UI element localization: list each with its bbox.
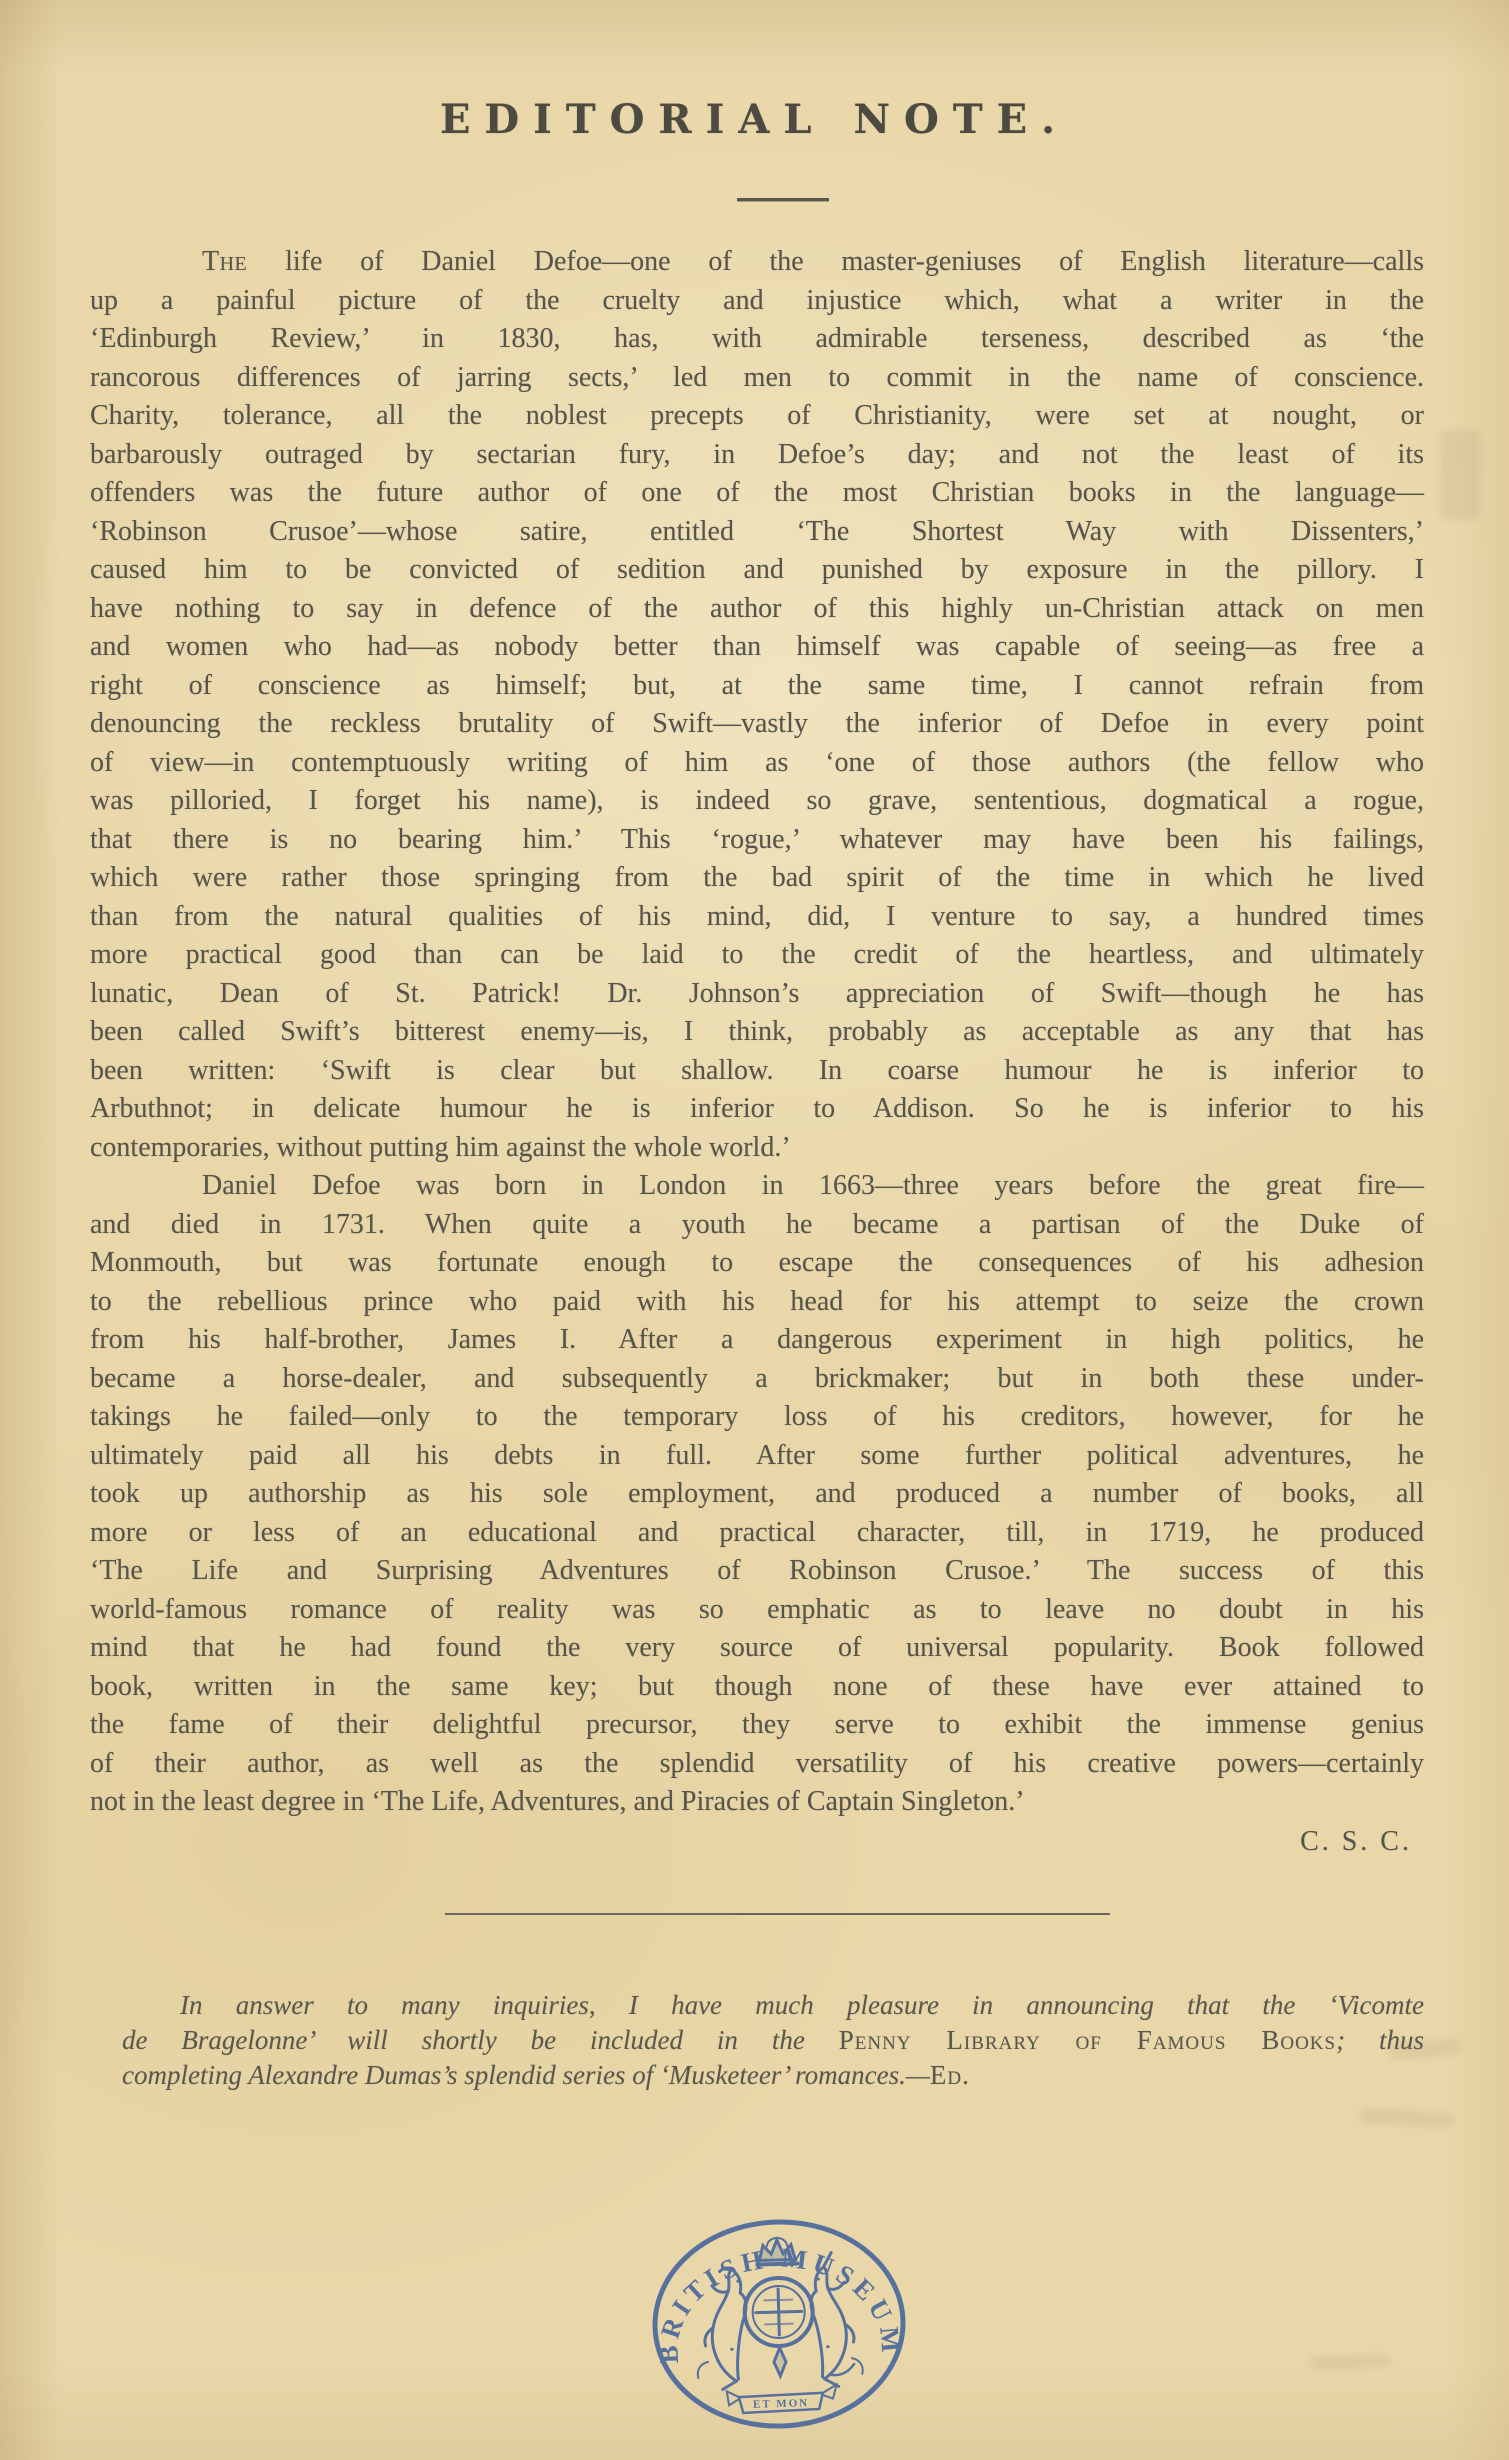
text-line: more or less of an educational and practical character, till, in 1719, he produced [90,1516,1424,1548]
text-line: been written: ‘Swift is clear but shallow. In coarse humour he is inferior to [90,1054,1424,1086]
text-line: Monmouth, but was fortunate enough to escape the consequences of his adhesion [90,1247,1424,1278]
stamp-arc-text: BRITISH MUSEUM [653,2242,907,2364]
text-line: became a horse-dealer, and subsequently a brickmaker; but in both these under- [90,1362,1424,1394]
text-line: world-famous romance of reality was so emphatic as to leave no doubt in his [90,1593,1424,1625]
title-divider-rule [737,198,829,202]
text-line: than from the natural qualities of his mind, did, I venture to say, a hundred times [90,900,1424,932]
text-line [90,243,1424,282]
editor-initials: C. S. C. [1300,1825,1412,1857]
text-line: been called Swift’s bitterest enemy—is, I think, probably as acceptable as any that has [90,1016,1424,1047]
paragraph-defoe-biography [90,1167,1424,1822]
text-line: the fame of their delightful precursor, they serve to exhibit the immense genius [90,1709,1424,1740]
first-line-rest: life of Daniel Defoe—one of the master-geniuses of English literature—calls [247,246,1424,277]
note-line [122,2023,1424,2058]
note-line: In answer to many inquiries, I have much pleasure in announcing that the ‘Vicomte [180,1990,1424,2020]
text-line: not in the least degree in ‘The Life, Adventures, and Piracies of Captain Singleton.’ [90,1786,1025,1817]
text-line: mind that he had found the very source of universal popularity. Book followed [90,1632,1424,1663]
text-line: took up authorship as his sole employment, and produced a number of books, all [90,1478,1424,1509]
text-line: takings he failed—only to the temporary loss of his creditors, however, for he [90,1401,1424,1432]
show-through-smudge [1360,2108,1456,2129]
text-line: ‘The Life and Surprising Adventures of Robinson Crusoe.’ The success of this [90,1555,1424,1586]
text-line: from his half-brother, James I. After a dangerous experiment in high politics, he [90,1324,1424,1355]
text-line: Arbuthnot; in delicate humour he is inferior to Addison. So he is inferior to his [90,1093,1424,1124]
section-divider-rule [445,1913,1110,1915]
show-through-smudge [1389,2038,1460,2061]
text-line: ultimately paid all his debts in full. After some further political adventures, he [90,1439,1424,1471]
text-line: which were rather those springing from the bad spirit of the time in which he lived [90,862,1424,893]
text-line: contemporaries, without putting him against the whole world.’ [90,1131,791,1163]
note-text: ; thus [1336,2025,1425,2055]
text-line: was pilloried, I forget his name), is indeed so grave, sententious, dogmatical a rogue, [90,785,1424,816]
british-museum-stamp [640,2204,918,2443]
text-line: Charity, tolerance, all the noblest precepts of Christianity, were set at nought, or [90,400,1424,431]
text-line: of their author, as well as the splendid versatility of his creative powers—certainly [90,1747,1424,1779]
note-text: de Bragelonne’ will shortly be included in the [122,2025,839,2055]
show-through-smudge [1310,2354,1390,2371]
text-line: barbarously outraged by sectarian fury, in Defoe’s day; and not the least of its [90,438,1424,470]
text-line: ‘Robinson Crusoe’—whose satire, entitled ‘The Shortest Way with Dissenters,’ [90,515,1424,547]
text-line: of view—in contemptuously writing of him as ‘one of those authors (the fellow who [90,746,1424,778]
editor-announcement-note [122,1988,1424,2093]
text-line: Daniel Defoe was born in London in 1663—three years before the great fire— [202,1170,1424,1201]
paragraph-defoe-swift [90,243,1424,1167]
text-line: caused him to be convicted of sedition and punished by exposure in the pillory. I [90,554,1424,585]
text-line: offenders was the future author of one of the most Christian books in the language— [90,477,1424,508]
page-title: EDITORIAL NOTE. [439,96,1070,143]
text-line: book, written in the same key; but though none of these have ever attained to [90,1670,1424,1702]
series-name-smallcaps: Penny Library of Famous Books [838,2025,1337,2055]
note-line [122,2058,1424,2093]
text-line: more practical good than can be laid to the credit of the heartless, and ultimately [90,939,1424,970]
text-line: have nothing to say in defence of the author of this highly un-Christian attack on men [90,592,1424,624]
garter-shield [744,2277,815,2377]
text-line: ‘Edinburgh Review,’ in 1830, has, with admirable terseness, described as ‘the [90,323,1424,354]
text-line: rancorous differences of jarring sects,’ led men to commit in the name of conscience. [90,361,1424,393]
lead-word-smallcaps: The [202,246,248,277]
stamp-banner-text: ET MON [752,2397,810,2411]
body-text [90,243,1424,1861]
text-line: right of conscience as himself; but, at the same time, I cannot refrain from [90,669,1424,701]
show-through-smudge [1440,430,1480,520]
text-line: denouncing the reckless brutality of Swift—vastly the inferior of Defoe in every point [90,708,1424,739]
text-line: and women who had—as nobody better than himself was capable of seeing—as free a [90,631,1424,662]
note-text: completing Alexandre Dumas’s splendid series of ‘Musketeer’ romances.— [122,2060,930,2090]
text-line: that there is no bearing him.’ This ‘rogue,’ whatever may have been his failings, [90,823,1424,855]
editor-abbrev-smallcaps: Ed. [929,2060,970,2090]
text-line: to the rebellious prince who paid with his head for his attempt to seize the crown [90,1285,1424,1317]
text-line: and died in 1731. When quite a youth he became a partisan of the Duke of [90,1208,1424,1240]
text-line: lunatic, Dean of St. Patrick! Dr. Johnson’s appreciation of Swift—though he has [90,977,1424,1009]
text-line: up a painful picture of the cruelty and injustice which, what a writer in the [90,284,1424,316]
